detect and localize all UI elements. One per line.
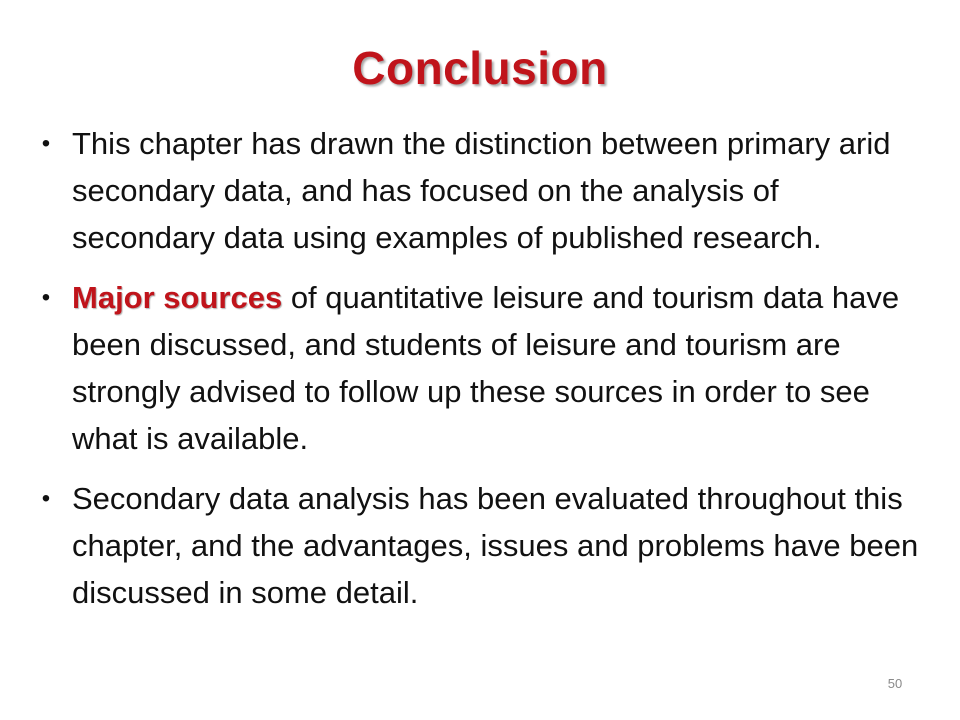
bullet-icon: • [41, 130, 51, 157]
page-number: 50 [887, 676, 903, 691]
bullet-text: of quantitative leisure and tourism data have been discussed, and students of leisure and tourism are strongly advised to follow up these sources in order to see what is available. [72, 280, 900, 456]
bullet-item-2 [36, 274, 926, 462]
bullet-item-1 [36, 120, 926, 261]
bullet-text: Secondary data analysis has been evaluated throughout this chapter, and the advantages, issues and problems have been discussed in some detail. [72, 481, 919, 610]
bullet-icon: • [41, 485, 51, 512]
bullet-icon: • [41, 284, 51, 311]
bullet-item-3 [36, 475, 926, 616]
slide-title: Conclusion [352, 42, 608, 94]
bullet-list [36, 120, 926, 629]
bullet-emphasis: Major sources [72, 280, 283, 315]
bullet-text: This chapter has drawn the distinction between primary arid secondary data, and has focused on the analysis of secondary data using examples of published research. [72, 126, 891, 255]
